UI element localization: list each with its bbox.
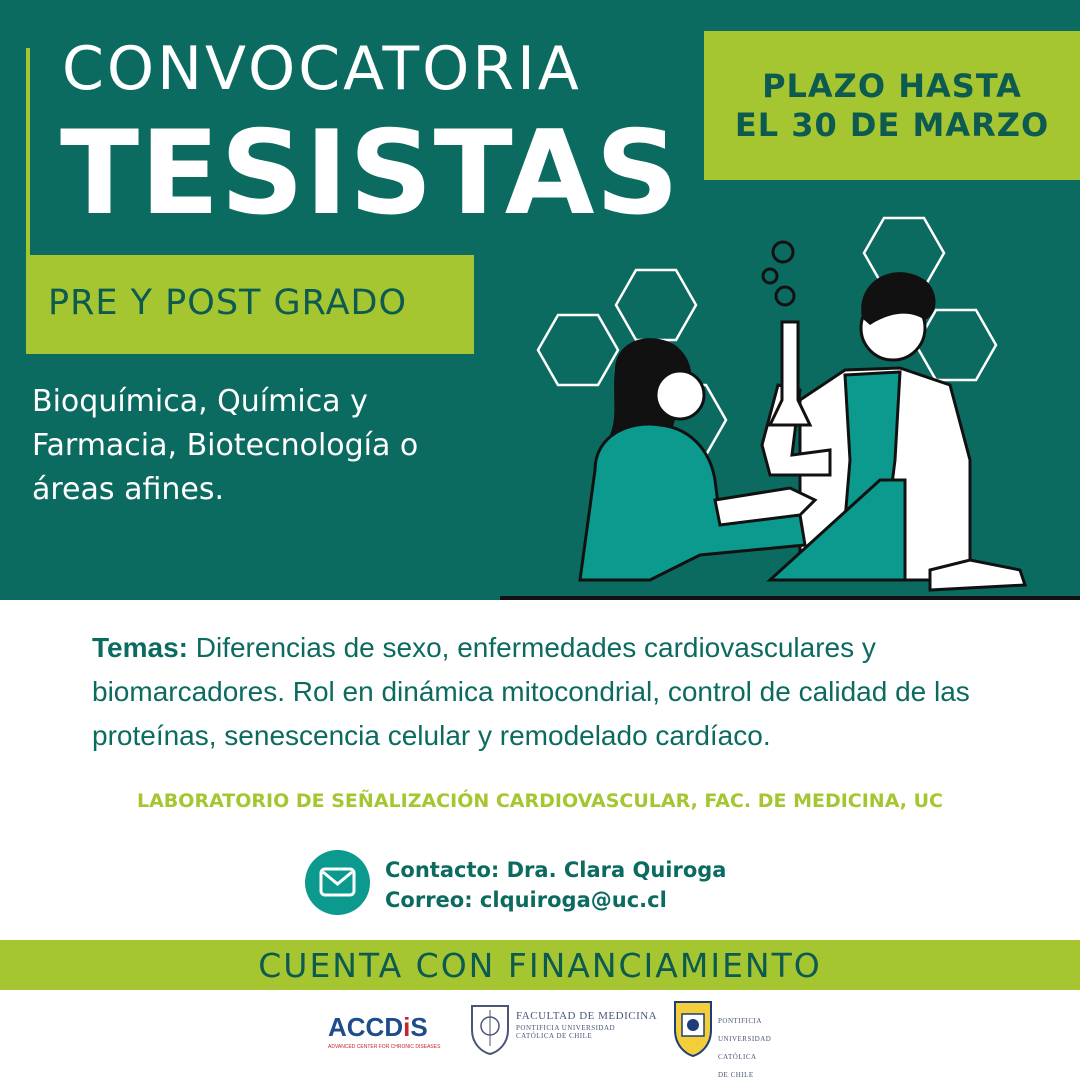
puc-line-2: UNIVERSIDAD [718, 1035, 772, 1043]
deadline-box [704, 31, 1080, 180]
facultad-medicina-logo [468, 998, 678, 1058]
facultad-line-3: CATÓLICA DE CHILE [516, 1032, 593, 1040]
study-areas-text: Bioquímica, Química y Farmacia, Biotecnología o áreas afines. [32, 384, 419, 507]
deadline-line-1: PLAZO HASTA [762, 67, 1022, 106]
scientists-illustration [500, 200, 1080, 600]
accent-line [26, 48, 30, 258]
funding-label: CUENTA CON FINANCIAMIENTO [258, 945, 822, 985]
hexagon-shape [538, 315, 618, 385]
topics-paragraph [92, 626, 1032, 758]
headline-tesistas: TESISTAS [60, 106, 681, 241]
deadline-line-2: EL 30 DE MARZO [734, 105, 1050, 144]
headline-convocatoria: CONVOCATORIA [62, 34, 582, 104]
flask-shape [770, 322, 810, 425]
contact-name: Contacto: Dra. Clara Quiroga [385, 858, 727, 882]
puc-line-1: PONTIFICIA [718, 1017, 762, 1025]
facultad-line-2: PONTIFICIA UNIVERSIDAD [516, 1024, 616, 1032]
uc-seal-icon [468, 1000, 512, 1056]
contact-info [385, 855, 726, 915]
logo-strip [0, 990, 1080, 1080]
mail-icon [305, 850, 370, 915]
degree-level-box [26, 255, 474, 354]
bubble-shape [773, 242, 793, 262]
accdis-logo: ACCDiS ADVANCED CENTER FOR CHRONIC DISEASES [328, 1012, 441, 1050]
woman-face [656, 371, 704, 419]
hexagon-shape [916, 310, 996, 380]
degree-level-label: PRE Y POST GRADO [48, 283, 408, 323]
topics-text: Diferencias de sexo, enfermedades cardiovasculares y biomarcadores. Rol en dinámica mitocondrial, control de calidad de las proteínas, senescencia celular y remodelado cardíaco. [92, 632, 970, 751]
funding-banner [0, 940, 1080, 990]
hexagon-shape [616, 270, 696, 340]
topics-label: Temas: [92, 632, 188, 663]
puc-line-4: DE CHILE [718, 1071, 754, 1079]
bubble-shape [776, 287, 794, 305]
puc-logo [672, 994, 792, 1079]
contact-email[interactable]: Correo: clquiroga@uc.cl [385, 888, 667, 912]
puc-shield-icon [672, 996, 714, 1058]
laboratory-name: LABORATORIO DE SEÑALIZACIÓN CARDIOVASCULAR, FAC. DE MEDICINA, UC [137, 790, 943, 812]
facultad-line-1: FACULTAD DE MEDICINA [516, 1010, 658, 1022]
puc-line-3: CATÓLICA [718, 1053, 757, 1061]
bubble-shape [763, 269, 777, 283]
